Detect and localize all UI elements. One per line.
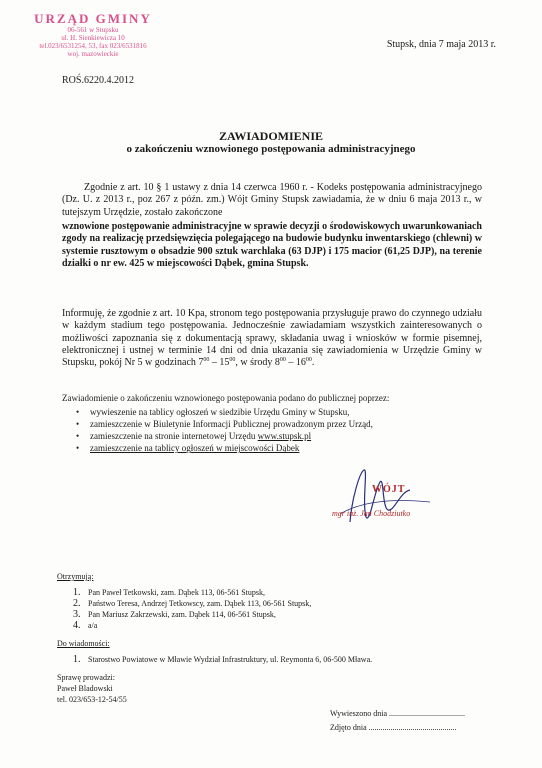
- list-item: 1. Pan Paweł Tetkowski, zam. Dąbek 113, 06-561 Stupsk,: [73, 587, 265, 598]
- website-link[interactable]: www.stupsk.pl: [257, 431, 312, 442]
- publication-list: [62, 406, 502, 454]
- intro-paragraph: Zgodnie z art. 10 § 1 ustawy z dnia 14 czerwca 1960 r. - Kodeks postępowania administracyjnego (Dz. U. z 2013 r., poz 267 z późn. zm.) Wójt Gminy Stupsk zawiadamia, że w dniu 6 maja 2013 r., w tutejszym Urzędzie, zostało zakończone: [62, 182, 482, 218]
- document-title: ZAWIADOMIENIE: [218, 129, 323, 143]
- list-item: • wywieszenie na tablicy ogłoszeń w siedzibie Urzędu Gminy w Stupsku,: [90, 406, 502, 418]
- office-stamp: [32, 12, 154, 58]
- prepared-label: Sprawę prowadzi:: [57, 673, 115, 682]
- signature-name: mgr inż. Jan Chodziutko: [332, 509, 411, 518]
- document-subtitle: o zakończeniu wznowionego postępowania administracyjnego: [126, 143, 416, 155]
- publication-section: [62, 392, 502, 454]
- list-item: 2. Państwo Teresa, Andrzej Tetkowscy, zam. Dąbek 113, 06-561 Stupsk,: [73, 598, 312, 609]
- info-list: [55, 654, 515, 665]
- prepared-phone: tel. 023/653-12-54/55: [57, 695, 127, 704]
- stamp-title: URZĄD GMINY: [34, 11, 152, 26]
- posted-date-line: Wywieszono dnia ......................................: [330, 709, 466, 718]
- list-item: 1. Starostwo Powiatowe w Mławie Wydział Infrastruktury, ul. Reymonta 6, 06-500 Mława.: [73, 654, 373, 665]
- subject-paragraph: wznowione postępowanie administracyjne w sprawie decyzji o środowiskowych uwarunkowaniach zgody na realizację przedsięwzięcia polegającego na budowie budynku inwentarskiego (chlewni) w systemie rusztowym o obsadzie 900 sztuk warchlaka (63 DJP) i 175 macior (61,25 DJP), na terenie działki o nr ew. 425 w miejscowości Dąbek, gmina Stupsk.: [62, 221, 482, 269]
- stamp-line: woj. mazowieckie: [67, 50, 119, 58]
- list-item: 3. Pan Mariusz Zakrzewski, zam. Dąbek 114, 06-561 Stupsk,: [73, 609, 276, 620]
- stamp-line: ul. H. Sienkiewicza 10: [61, 34, 125, 42]
- info-label: Do wiadomości:: [57, 639, 110, 648]
- prepared-by: [57, 672, 127, 705]
- signature-title: WÓJT: [372, 484, 406, 495]
- removed-date-line: Zdjęto dnia ............................................: [330, 723, 457, 732]
- list-item: • zamieszczenie na stronie internetowej Urzędu www.stupsk.pl: [90, 430, 502, 442]
- list-item: 4. a/a: [73, 620, 98, 631]
- prepared-name: Paweł Bladowski: [57, 684, 113, 693]
- list-item: • zamieszczenie na tablicy ogłoszeń w miejscowości Dąbek: [90, 442, 502, 454]
- recipients-list: [55, 587, 475, 631]
- publication-intro: Zawiadomienie o zakończeniu wznowionego postępowania podano do publicznej poprzez:: [62, 393, 390, 403]
- stamp-line: tel.023/6531254, 53, fax 023/6531816: [39, 42, 147, 50]
- document-date: Stupsk, dnia 7 maja 2013 r.: [386, 39, 496, 50]
- stamp-line: 06-561 w Stupsku: [67, 26, 119, 34]
- reference-number: ROŚ.6220.4.2012: [62, 75, 134, 86]
- recipients-label: Otrzymują:: [57, 572, 94, 581]
- posting-dates: [330, 707, 465, 735]
- list-item: • zamieszczenie w Biuletynie Informacji Publicznej prowadzonym przez Urząd,: [90, 418, 502, 430]
- rights-paragraph: Informuję, że zgodnie z art. 10 Kpa, stronom tego postępowania przysługuje prawo do czynnego udziału w każdym stadium tego postępowania. Jednocześnie zawiadamiam wszystkich zainteresowanych o możliwości zapoznania się z dokumentacją sprawy, składania uwag i wniosków w formie pisemnej, elektronicznej i ustnej w terminie 14 dni od dnia ukazania się zawiadomienia w Urzędzie Gminy w Stupsku, pokój Nr 5 w godzinach $7^{00} - 15^{00}$, w środy $8^{00} - 16^{00}$.: [62, 308, 482, 369]
- signature-scribble: [330, 462, 440, 532]
